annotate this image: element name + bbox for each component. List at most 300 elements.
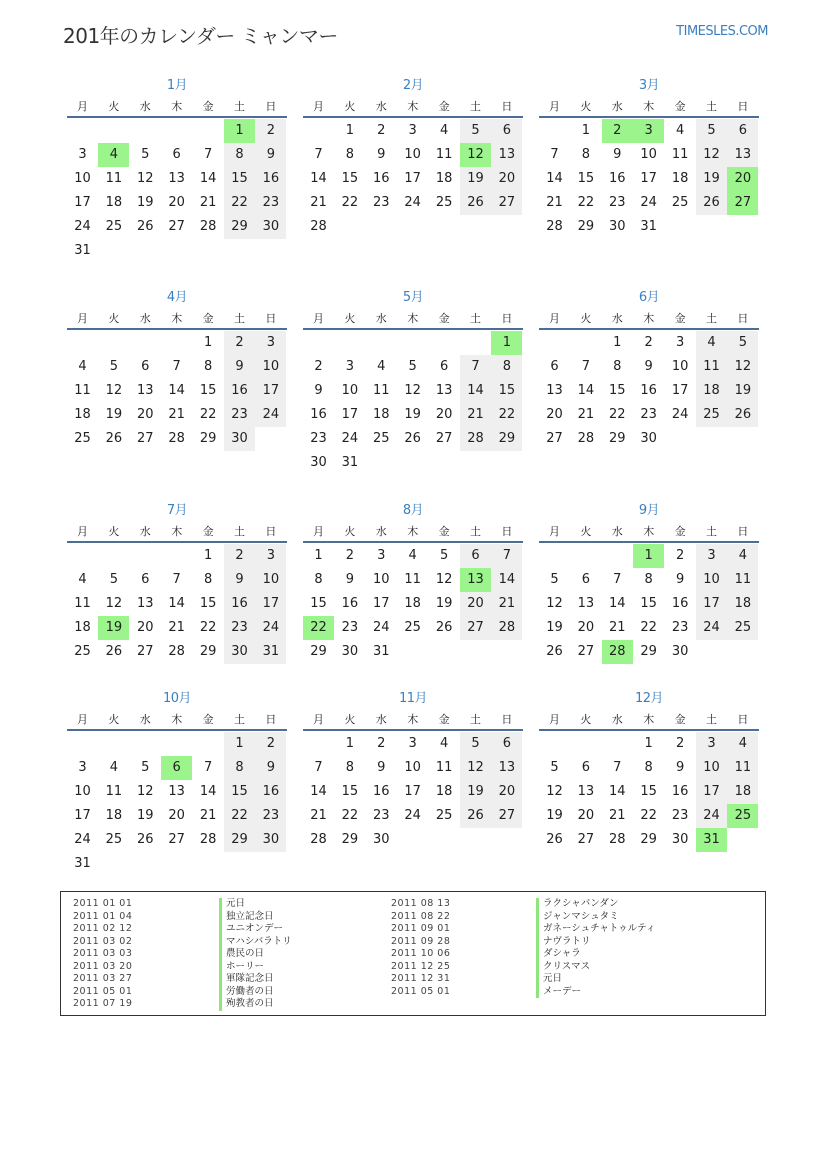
holiday-name: クリスマス [536,961,590,974]
day-cell: 16 [224,379,255,403]
day-cell: 22 [341,808,359,823]
day-cell: 24 [255,616,286,640]
day-cell: 24 [341,431,359,446]
day-cell: 30 [255,215,286,239]
month-rule [539,541,759,543]
day-cell: 28 [199,832,217,847]
day-cell: 25 [373,431,390,446]
day-cell: 26 [105,431,123,446]
day-cell: 14 [546,171,563,186]
month-rule [303,116,523,118]
day-cell: 23 [255,191,286,215]
day-cell: 10 [671,359,689,374]
holiday-date: 2011 12 25 [391,960,451,972]
weekday-label: 日 [501,312,513,325]
day-cell: 27 [137,431,154,446]
holiday-day-cell: 27 [727,191,758,215]
weekday-label: 火 [344,713,356,726]
weekday-label: 日 [265,713,277,726]
holiday-name: ダシャラ [536,948,581,961]
day-cell: 10 [404,760,421,775]
day-cell: 20 [577,808,595,823]
day-cell: 22 [640,620,657,635]
day-cell: 17 [373,596,390,611]
day-cell: 6 [172,147,181,162]
weekday-label: 木 [407,713,419,726]
day-cell: 9 [224,568,255,592]
day-cell: 30 [609,219,626,234]
day-cell: 4 [109,760,119,775]
day-cell: 16 [310,407,327,422]
day-cell: 9 [613,147,622,162]
day-cell: 19 [137,195,154,210]
weekday-label: 金 [202,713,214,726]
day-cell: 13 [577,596,595,611]
day-cell: 2 [377,123,386,138]
holiday-name: 元日 [536,973,562,986]
day-cell: 31 [341,455,359,470]
day-cell: 1 [613,335,622,350]
day-cell: 7 [550,147,559,162]
month-name: 11月 [398,691,428,706]
weekday-label: 日 [737,312,749,325]
day-cell: 16 [341,596,359,611]
day-cell: 8 [224,143,255,167]
day-cell: 25 [105,219,123,234]
weekday-label: 金 [438,312,450,325]
weekday-label: 金 [674,713,686,726]
day-cell: 1 [203,548,213,563]
month-rule [303,729,523,731]
day-cell: 28 [168,431,185,446]
day-cell: 23 [255,804,286,828]
day-cell: 22 [609,407,626,422]
day-cell: 22 [199,407,217,422]
holiday-date: 2011 05 01 [73,985,133,997]
weekday-label: 水 [611,525,623,538]
day-cell: 5 [439,548,449,563]
day-cell: 11 [435,147,453,162]
day-cell: 7 [203,760,213,775]
day-cell: 17 [74,808,91,823]
day-cell: 30 [255,828,286,852]
day-cell: 10 [74,171,91,186]
day-cell: 17 [404,784,421,799]
day-cell: 21 [577,407,595,422]
day-cell: 23 [373,195,390,210]
weekday-label: 月 [313,312,324,325]
day-cell: 2 [675,548,685,563]
day-cell: 4 [727,544,758,568]
holiday-name: メーデー [536,986,581,999]
day-cell: 7 [203,147,213,162]
day-cell: 14 [199,171,217,186]
holiday-name: ホーリー [219,961,264,974]
day-cell: 13 [168,171,185,186]
day-cell: 21 [609,620,626,635]
weekday-label: 月 [549,525,560,538]
day-cell: 6 [141,572,150,587]
day-cell: 26 [435,620,453,635]
day-cell: 7 [172,572,181,587]
holiday-name: 農民の日 [219,948,264,961]
day-cell: 12 [137,784,154,799]
day-cell: 15 [310,596,327,611]
day-cell: 25 [105,832,123,847]
weekday-label: 木 [171,100,183,113]
weekday-label: 木 [643,100,655,113]
holiday-date: 2011 03 03 [73,948,133,959]
weekday-label: 水 [375,525,387,538]
weekday-label: 土 [470,525,481,538]
day-cell: 6 [581,760,591,775]
day-cell: 29 [224,215,255,239]
day-cell: 16 [671,596,689,611]
day-cell: 5 [460,732,491,756]
day-cell: 1 [224,732,255,756]
weekday-label: 日 [501,100,513,113]
holiday-day-cell: 19 [98,616,129,640]
day-cell: 10 [696,568,727,592]
holiday-date: 2011 03 02 [73,935,133,947]
day-cell: 21 [310,195,327,210]
day-cell: 5 [141,760,150,775]
day-cell: 25 [727,616,758,640]
weekday-label: 金 [674,100,686,113]
weekday-label: 木 [171,312,183,325]
day-cell: 4 [727,732,758,756]
day-cell: 8 [644,572,653,587]
day-cell: 19 [546,620,563,635]
weekday-label: 日 [737,100,749,113]
day-cell: 23 [373,808,390,823]
weekday-label: 土 [234,713,245,726]
holiday-name: 殉教者の日 [219,998,274,1011]
day-cell: 5 [109,359,119,374]
day-cell: 16 [373,784,390,799]
holiday-date: 2011 07 19 [73,998,133,1009]
weekday-label: 木 [643,713,655,726]
holiday-date: 2011 09 01 [391,923,451,934]
day-cell: 3 [78,760,87,775]
day-cell: 19 [696,167,727,191]
day-cell: 12 [137,171,154,186]
month-name: 2月 [402,78,424,93]
day-cell: 31 [373,644,390,659]
day-cell: 30 [341,644,359,659]
weekday-label: 金 [438,100,450,113]
day-cell: 8 [314,572,323,587]
holiday-name: ユニオンデー [219,923,283,936]
day-cell: 30 [640,431,657,446]
day-cell: 27 [546,431,563,446]
day-cell: 21 [199,195,217,210]
day-cell: 26 [546,644,563,659]
weekday-label: 金 [438,713,450,726]
day-cell: 14 [460,379,491,403]
day-cell: 20 [491,780,522,804]
day-cell: 16 [224,592,255,616]
holiday-date: 2011 05 01 [391,985,451,997]
day-cell: 25 [671,195,689,210]
holiday-day-cell: 13 [460,568,491,592]
day-cell: 11 [105,171,123,186]
day-cell: 4 [439,123,449,138]
day-cell: 27 [137,644,154,659]
day-cell: 28 [546,219,563,234]
day-cell: 9 [377,760,386,775]
day-cell: 20 [137,407,154,422]
weekday-label: 土 [706,525,717,538]
day-cell: 18 [74,620,91,635]
day-cell: 1 [314,548,323,563]
day-cell: 16 [255,780,286,804]
weekday-label: 水 [139,713,151,726]
day-cell: 14 [310,784,327,799]
holiday-day-cell: 28 [602,640,633,664]
day-cell: 19 [105,407,123,422]
weekday-label: 日 [737,525,749,538]
day-cell: 15 [341,784,359,799]
day-cell: 13 [435,383,453,398]
day-cell: 28 [199,219,217,234]
month-name: 1月 [166,78,188,93]
holiday-day-cell: 1 [633,544,664,568]
day-cell: 20 [460,592,491,616]
day-cell: 12 [546,784,563,799]
day-cell: 24 [696,616,727,640]
weekday-label: 日 [265,100,277,113]
day-cell: 2 [377,736,386,751]
day-cell: 15 [491,379,522,403]
holiday-day-cell: 2 [602,119,633,143]
day-cell: 31 [640,219,657,234]
day-cell: 28 [577,431,595,446]
day-cell: 23 [341,620,359,635]
day-cell: 29 [640,644,657,659]
day-cell: 11 [727,756,758,780]
day-cell: 9 [377,147,386,162]
day-cell: 10 [640,147,657,162]
day-cell: 10 [696,756,727,780]
day-cell: 6 [727,119,758,143]
weekday-label: 土 [234,312,245,325]
day-cell: 12 [460,756,491,780]
day-cell: 17 [696,780,727,804]
holiday-name: ラクシャバンダン [536,898,619,911]
day-cell: 20 [546,407,563,422]
day-cell: 31 [74,243,91,258]
day-cell: 6 [491,119,522,143]
day-cell: 18 [727,592,758,616]
day-cell: 28 [310,219,327,234]
day-cell: 29 [199,644,217,659]
day-cell: 30 [671,644,689,659]
day-cell: 11 [696,355,727,379]
day-cell: 21 [199,808,217,823]
day-cell: 18 [373,407,390,422]
day-cell: 11 [74,383,91,398]
day-cell: 4 [675,123,685,138]
day-cell: 27 [435,431,453,446]
day-cell: 26 [727,403,758,427]
day-cell: 7 [314,147,323,162]
day-cell: 18 [105,808,123,823]
weekday-label: 金 [438,525,450,538]
day-cell: 11 [404,572,421,587]
holiday-day-cell: 3 [633,119,664,143]
weekday-label: 土 [234,525,245,538]
day-cell: 24 [404,808,421,823]
month-name: 12月 [634,691,664,706]
day-cell: 22 [491,403,522,427]
day-cell: 3 [345,359,355,374]
day-cell: 21 [310,808,327,823]
month-rule [67,116,287,118]
day-cell: 6 [141,359,150,374]
day-cell: 26 [137,219,154,234]
day-cell: 8 [581,147,591,162]
month-rule [67,328,287,330]
day-cell: 1 [581,123,591,138]
day-cell: 21 [460,403,491,427]
day-cell: 25 [435,195,453,210]
brand-logo[interactable]: TIMESLES.COM [676,24,768,39]
month-rule [539,116,759,118]
day-cell: 18 [727,780,758,804]
day-cell: 18 [435,784,453,799]
day-cell: 4 [78,359,87,374]
holiday-date: 2011 12 31 [391,973,451,984]
day-cell: 10 [404,147,421,162]
day-cell: 4 [78,572,87,587]
day-cell: 12 [105,383,123,398]
day-cell: 25 [74,431,91,446]
day-cell: 21 [609,808,626,823]
day-cell: 5 [408,359,417,374]
day-cell: 3 [675,335,685,350]
weekday-label: 木 [407,525,419,538]
day-cell: 13 [137,596,154,611]
day-cell: 19 [546,808,563,823]
day-cell: 21 [546,195,563,210]
day-cell: 23 [224,616,255,640]
weekday-label: 水 [375,100,387,113]
weekday-label: 水 [611,713,623,726]
day-cell: 20 [491,167,522,191]
day-cell: 20 [137,620,154,635]
day-cell: 7 [613,572,622,587]
day-cell: 15 [577,171,595,186]
weekday-label: 土 [470,100,481,113]
weekday-label: 木 [171,525,183,538]
day-cell: 15 [199,383,217,398]
day-cell: 23 [671,620,689,635]
month-rule [539,729,759,731]
day-cell: 8 [203,359,213,374]
day-cell: 29 [640,832,657,847]
day-cell: 19 [435,596,453,611]
weekday-label: 土 [234,100,245,113]
day-cell: 22 [199,620,217,635]
day-cell: 15 [224,167,255,191]
weekday-label: 木 [407,100,419,113]
day-cell: 13 [577,784,595,799]
day-cell: 19 [460,167,491,191]
holiday-day-cell: 31 [696,828,727,852]
holiday-day-cell: 20 [727,167,758,191]
day-cell: 28 [310,832,327,847]
holiday-day-cell: 12 [460,143,491,167]
day-cell: 17 [255,592,286,616]
day-cell: 22 [224,804,255,828]
day-cell: 1 [345,123,355,138]
day-cell: 2 [255,732,286,756]
weekday-label: 木 [643,525,655,538]
day-cell: 5 [550,760,559,775]
page-title: 201年のカレンダー ミャンマー [63,24,338,48]
day-cell: 2 [224,544,255,568]
holiday-date: 2011 09 28 [391,935,451,947]
day-cell: 8 [224,756,255,780]
day-cell: 20 [168,808,185,823]
holiday-date: 2011 08 13 [391,898,451,909]
holiday-date: 2011 03 20 [73,960,133,972]
day-cell: 6 [581,572,591,587]
weekday-label: 月 [77,713,88,726]
day-cell: 18 [404,596,421,611]
day-cell: 28 [460,427,491,451]
day-cell: 24 [74,832,91,847]
day-cell: 27 [491,191,522,215]
day-cell: 27 [577,644,595,659]
day-cell: 26 [460,191,491,215]
weekday-label: 土 [706,312,717,325]
weekday-label: 火 [580,100,592,113]
day-cell: 17 [696,592,727,616]
weekday-label: 土 [470,713,481,726]
day-cell: 11 [435,760,453,775]
day-cell: 18 [435,171,453,186]
month-rule [67,729,287,731]
day-cell: 18 [105,195,123,210]
day-cell: 6 [460,544,491,568]
day-cell: 1 [203,335,213,350]
weekday-label: 水 [375,713,387,726]
holiday-list [60,891,766,1016]
day-cell: 12 [727,355,758,379]
day-cell: 19 [137,808,154,823]
day-cell: 30 [373,832,390,847]
weekday-label: 日 [501,713,513,726]
holiday-date: 2011 01 01 [73,898,133,909]
day-cell: 7 [581,359,591,374]
day-cell: 20 [168,195,185,210]
day-cell: 12 [696,143,727,167]
day-cell: 3 [408,123,417,138]
day-cell: 9 [345,572,355,587]
day-cell: 21 [168,407,185,422]
weekday-label: 土 [470,312,481,325]
holiday-date: 2011 10 06 [391,948,451,959]
day-cell: 8 [491,355,522,379]
weekday-label: 水 [375,312,387,325]
day-cell: 13 [168,784,185,799]
weekday-label: 日 [265,525,277,538]
weekday-label: 月 [77,100,88,113]
day-cell: 21 [168,620,185,635]
weekday-label: 水 [611,100,623,113]
